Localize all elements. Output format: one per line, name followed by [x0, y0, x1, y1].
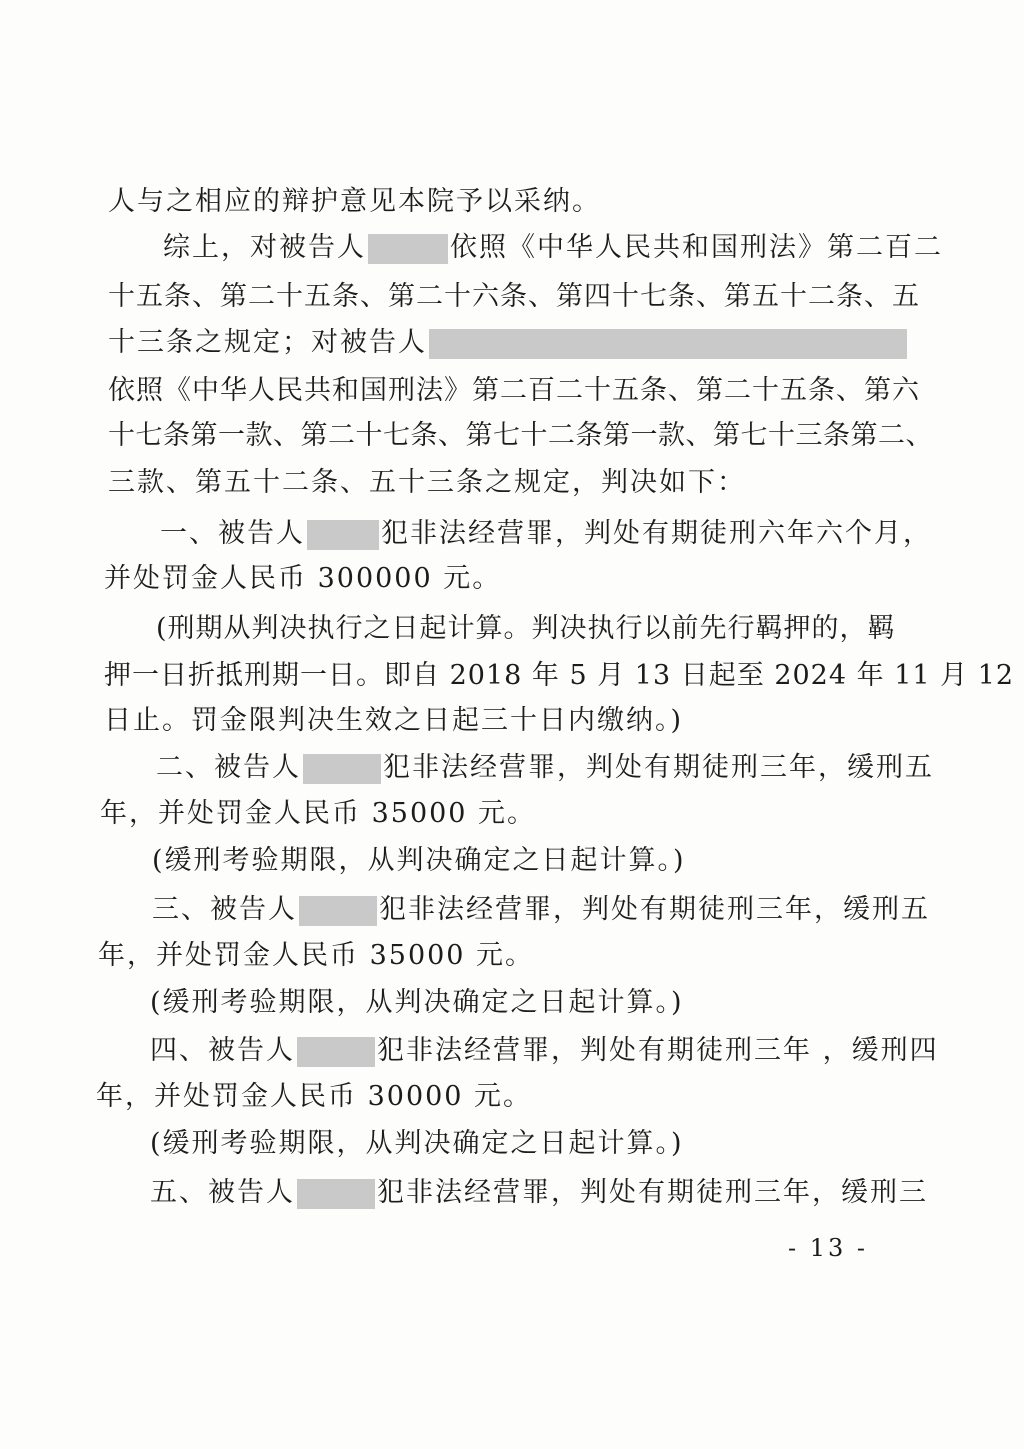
- redacted-name: [307, 520, 379, 550]
- verdict-2: 二、被告人 犯非法经营罪，判处有期徒刑三年，缓刑五: [156, 752, 934, 783]
- text-line-6: 十七条第一款、第二十七条、第七十二条第一款、第七十三条第二、: [108, 420, 933, 451]
- text-line-9: 并处罚金人民币 300000 元。: [104, 563, 502, 594]
- page-number: - 13 -: [788, 1234, 869, 1262]
- text-line-21: (缓刑考验期限，从判决确定之日起计算。): [150, 1128, 684, 1159]
- redacted-name: [368, 234, 448, 264]
- redacted-name: [297, 1179, 375, 1209]
- text-line-5: 依照《中华人民共和国刑法》第二百二十五条、第二十五条、第六: [108, 375, 920, 406]
- text-line-15: (缓刑考验期限，从判决确定之日起计算。): [152, 845, 686, 876]
- verdict-5: 五、被告人 犯非法经营罪，判处有期徒刑三年，缓刑三: [150, 1177, 928, 1208]
- text-line-20: 年，并处罚金人民币 30000 元。: [96, 1081, 533, 1112]
- text-line-18: (缓刑考验期限，从判决确定之日起计算。): [150, 987, 684, 1018]
- verdict-3: 三、被告人 犯非法经营罪，判处有期徒刑三年，缓刑五: [152, 894, 930, 925]
- text-line-7: 三款、第五十二条、五十三条之规定，判决如下：: [108, 467, 746, 498]
- redacted-name: [303, 754, 381, 784]
- text-line-1: 人与之相应的辩护意见本院予以采纳。: [108, 186, 601, 217]
- text-line-4: 十三条之规定；对被告人: [108, 321, 909, 365]
- verdict-1: 一、被告人 犯非法经营罪，判处有期徒刑六年六个月，: [160, 518, 932, 549]
- redacted-names: [429, 329, 907, 359]
- text-line-12: 日止。罚金限判决生效之日起三十日内缴纳。): [104, 705, 684, 736]
- text-line-10: (刑期从判决执行之日起计算。判决执行以前先行羁押的，羁: [156, 613, 896, 644]
- redacted-name: [297, 1037, 375, 1067]
- text-line-11: 押一日折抵刑期一日。即自 2018 年 5 月 13 日起至 2024 年 11 月 12: [104, 660, 1015, 691]
- text-line-17: 年，并处罚金人民币 35000 元。: [98, 940, 535, 971]
- text-line-2: 综上，对被告人 依照《中华人民共和国刑法》第二百二: [163, 232, 943, 263]
- text-line-3: 十五条、第二十五条、第二十六条、第四十七条、第五十二条、五: [108, 281, 920, 312]
- redacted-name: [299, 896, 377, 926]
- text-line-14: 年，并处罚金人民币 35000 元。: [100, 798, 537, 829]
- verdict-4: 四、被告人 犯非法经营罪，判处有期徒刑三年 ，缓刑四: [150, 1035, 939, 1066]
